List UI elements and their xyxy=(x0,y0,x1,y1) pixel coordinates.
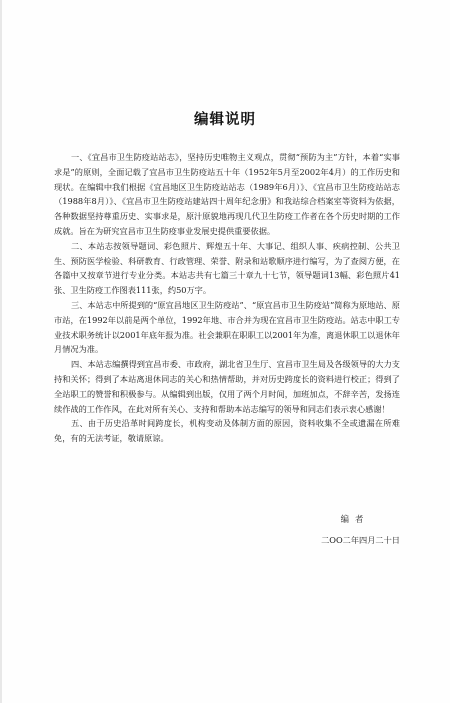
paragraph-2: 二、本站志按领导题词、彩色照片、辉煌五十年、大事记、组织人事、疾病控制、公共卫生、预防医学检验、科研教育、行政管理、荣誉、附录和站歌顺序进行编写，为了查阅方便，在各篇中又按章节进行专业分类。本站志共有七篇三十章九十七节，领导题词13幅、彩色照片41张、卫生防疫工作图表111张，约50万字。 xyxy=(54,240,400,296)
paragraph-3: 三、本站志中所提到的“原宜昌地区卫生防疫站”、“原宜昌市卫生防疫站”简称为原地站、原市站，在1992年以前是两个单位，1992年地、市合并为现在宜昌市卫生防疫站。站志中职工专业技术职务统计以2001年底年报为准。社会兼职在职职工以2001年为准，离退休职工以退休年月情况为准。 xyxy=(54,299,400,355)
page-title: 编辑说明 xyxy=(194,112,256,128)
document-body xyxy=(54,150,400,446)
paragraph-5: 五、由于历史沿革时间跨度长，机构变动及体制方面的原因，资料收集不全或遗漏在所难免，有的无法考证，敬请原谅。 xyxy=(54,418,400,444)
paragraph-4: 四、本站志编撰得到宜昌市委、市政府，湖北省卫生厅、宜昌市卫生局及各级领导的大力支持和关怀；得到了本站离退休同志的关心和热情帮助，并对历史跨度长的资料进行校正；得到了全站职工的赞誉和积极参与。从编辑到出版，仅用了两个月时间，加班加点，不辞辛苦，发扬连续作战的工作作风，在此对所有关心、支持和帮助本站志编写的领导和同志们表示衷心感谢！ xyxy=(54,359,400,414)
page-edge xyxy=(0,0,2,703)
signature-editor: 编者 xyxy=(340,514,370,524)
signature-date: 二OO二年四月二十日 xyxy=(321,535,400,545)
paragraph-1: 一、《宜昌市卫生防疫站站志》，坚持历史唯物主义观点，贯彻“预防为主”方针，本着“实事求是”的原则，全面记载了宜昌市卫生防疫站五十年（1952年5月至2002年4月）的工作历史和现状。在编辑中我们根据《宜昌地区卫生防疫站站志（1989年6月）》、《宜昌市卫生防疫站站志（1988年8月）》、《宜昌市卫生防疫站建站四十周年纪念册》和我站综合档案室等资料为依据，各种数据坚持尊重历史、实事求是，原汁原貌地再现几代卫生防疫工作者在各个历史时期的工作成就。旨在为研究宜昌市卫生防疫事业发展史提供重要依据。 xyxy=(54,152,400,236)
